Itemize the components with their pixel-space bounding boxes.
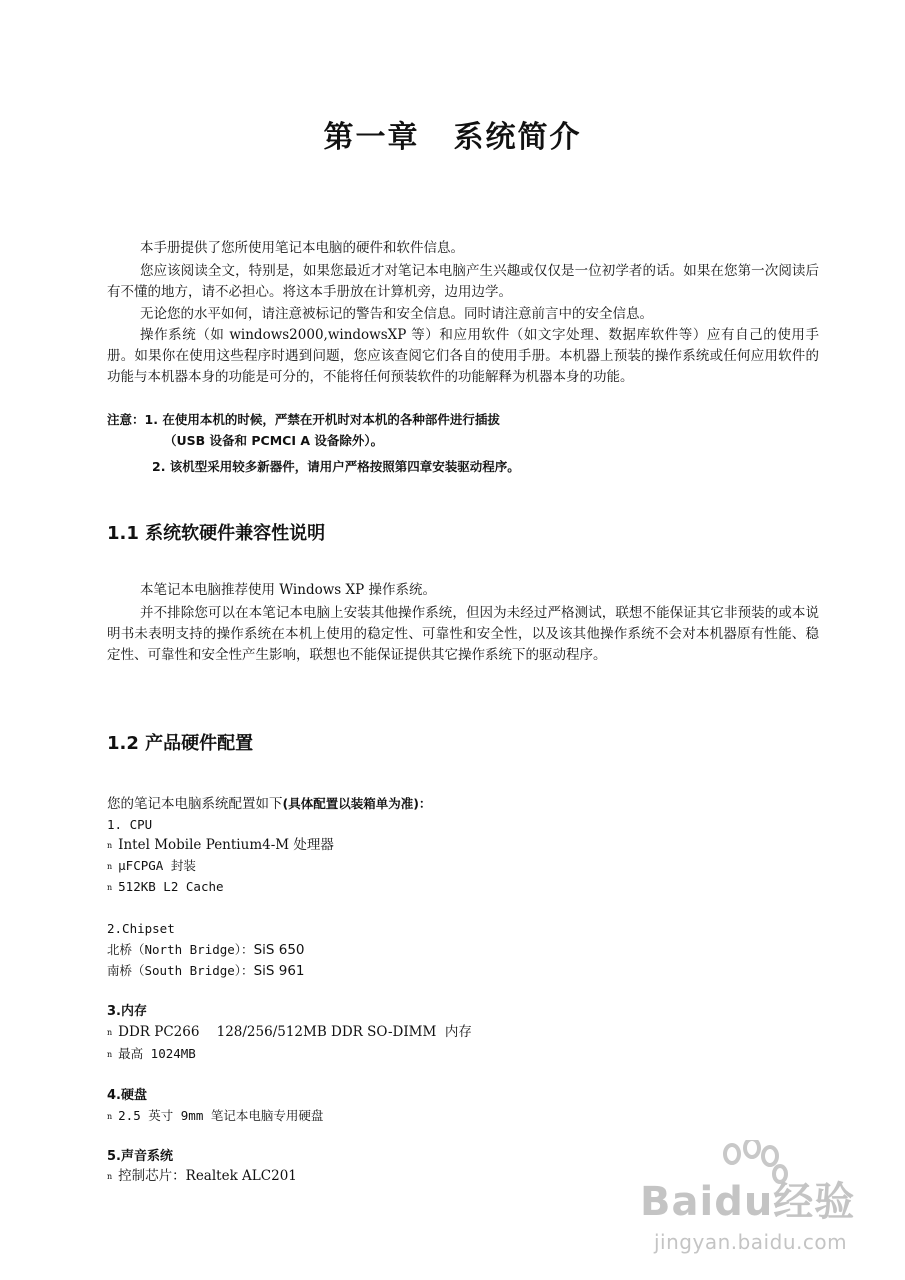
- memory-item-text: 最高 1024MB: [118, 1046, 196, 1061]
- watermark-url: jingyan.baidu.com: [654, 1230, 848, 1254]
- bullet-icon: n: [107, 862, 113, 871]
- config-intro: [107, 793, 431, 815]
- config-intro-note: (具体配置以装箱单为准)：: [282, 796, 432, 811]
- memory-item-2: [107, 1043, 196, 1065]
- chapter-number: 第一章: [323, 120, 420, 155]
- intro-paragraph-2: 您应该阅读全文，特别是，如果您最近才对笔记本电脑产生兴趣或仅仅是一位初学者的话。如果在您第一次阅读后有不懂的地方，请不必担心。将这本手册放在计算机旁，边用边学。: [107, 263, 819, 300]
- watermark-brand: Baidu经验: [640, 1179, 856, 1225]
- cpu-title: 1. CPU: [107, 817, 153, 832]
- audio-item-text: 控制芯片：Realtek ALC201: [118, 1168, 297, 1184]
- section-1-paragraph-1: 本笔记本电脑推荐使用 Windows XP 操作系统。: [140, 582, 436, 598]
- north-bridge-value: SiS 650: [253, 942, 305, 958]
- chapter-title: [0, 112, 905, 156]
- baidu-watermark: [640, 1140, 870, 1270]
- audio-item-1: [107, 1166, 297, 1187]
- audio-title: 5.声音系统: [107, 1149, 173, 1164]
- bullet-icon: n: [107, 1028, 113, 1037]
- bullet-icon: n: [107, 1112, 113, 1121]
- notice-item-2: 2. 该机型采用较多新器件，请用户严格按照第四章安装驱动程序。: [152, 459, 520, 474]
- section-1-heading: 1.1 系统软硬件兼容性说明: [107, 523, 326, 544]
- config-intro-text: 您的笔记本电脑系统配置如下: [107, 796, 283, 812]
- disk-item-1: [107, 1105, 323, 1127]
- disk-title: 4.硬盘: [107, 1088, 147, 1103]
- section-1-paragraph-2: 并不排除您可以在本笔记本电脑上安装其他操作系统，但因为未经过严格测试，联想不能保证其它非预装的或本说明书未表明支持的操作系统在本机上使用的稳定性、可靠性和安全性，以及该其他操作系统不会对本机器原有性能、稳定性、可靠性和安全性产生影响，联想也不能保证提供其它操作系统下的驱动程序。: [107, 605, 819, 663]
- notice-item-1-line-2: （USB 设备和 PCMCI A 设备除外）。: [164, 433, 384, 448]
- north-bridge-label: 北桥（North Bridge）：: [107, 942, 254, 957]
- cpu-item-2: [107, 855, 196, 877]
- bullet-icon: n: [107, 883, 113, 892]
- memory-item-text: DDR PC266 128/256/512MB DDR SO-DIMM 内存: [118, 1024, 472, 1040]
- chipset-north: [107, 939, 305, 961]
- south-bridge-label: 南桥（South Bridge）：: [107, 963, 254, 978]
- disk-item-text: 2.5 英寸 9mm 笔记本电脑专用硬盘: [118, 1108, 324, 1123]
- notice-item-1: [107, 409, 827, 430]
- chipset-title: 2.Chipset: [107, 921, 175, 936]
- bullet-icon: n: [107, 1050, 113, 1059]
- chapter-name: 系统简介: [453, 120, 582, 155]
- intro-paragraph-1: 本手册提供了您所使用笔记本电脑的硬件和软件信息。: [140, 240, 464, 256]
- south-bridge-value: SiS 961: [253, 963, 305, 979]
- cpu-item-3: [107, 876, 224, 898]
- section-2-heading: 1.2 产品硬件配置: [107, 733, 254, 754]
- bullet-icon: n: [107, 841, 113, 850]
- cpu-item-text: μFCPGA 封装: [118, 858, 196, 873]
- notice-item-1-line-1: 1. 在使用本机的时候，严禁在开机时对本机的各种部件进行插拔: [144, 412, 500, 427]
- intro-paragraph-3: 无论您的水平如何，请注意被标记的警告和安全信息。同时请注意前言中的安全信息。: [140, 306, 653, 322]
- bullet-icon: n: [107, 1172, 113, 1181]
- cpu-item-text: Intel Mobile Pentium4-M 处理器: [118, 837, 334, 853]
- chipset-south: [107, 960, 305, 982]
- cpu-item-1: [107, 835, 334, 856]
- notice-label: 注意：: [107, 412, 145, 427]
- intro-paragraph-4: 操作系统（如 windows2000,windowsXP 等）和应用软件（如文字处理、数据库软件等）应有自己的使用手册。如果你在使用这些程序时遇到问题，您应该查阅它们各自的使用手册。本机器上预装的操作系统或任何应用软件的功能与本机器本身的功能是可分的，不能将任何预装软件的功能解释为机器本身的功能。: [107, 327, 819, 385]
- cpu-item-text: 512KB L2 Cache: [118, 879, 224, 894]
- memory-title: 3.内存: [107, 1004, 147, 1019]
- memory-item-1: [107, 1022, 472, 1043]
